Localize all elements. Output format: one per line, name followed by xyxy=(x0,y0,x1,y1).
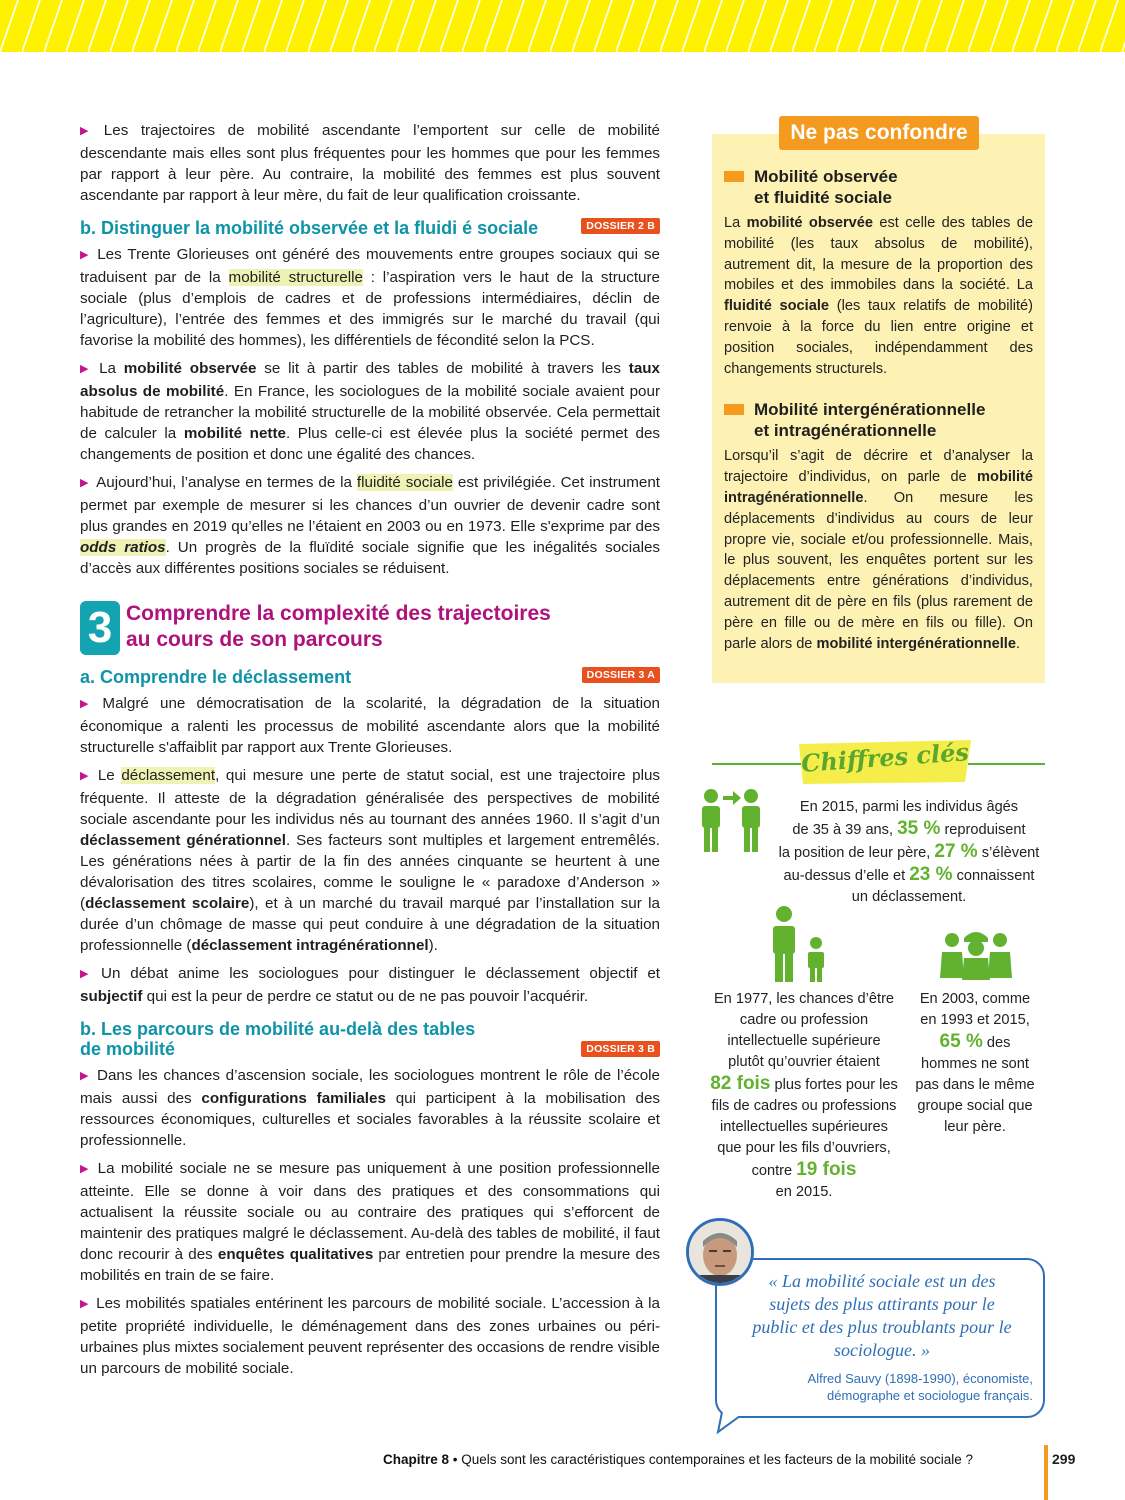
page-footer: Chapitre 8 • Quels sont les caractéristiques contemporaines et les facteurs de la mobilité sociale ? xyxy=(383,1452,974,1467)
bullet-icon: ▶ xyxy=(80,477,90,489)
bullet-icon: ▶ xyxy=(80,968,95,980)
definition-text-2: Lorsqu’il s’agit de décrire et d’analyser la trajectoire d’individus, on parle de mobilité intragénérationnelle. On mesure les déplacements d’individus au cours de leur propre vie, sociale et/ou professionnelle. Mais, le plus souvent, les enquêtes portent sur les déplacements entre générations d’individus, autrement dit de père en fils (plus rarement de père en fille ou de mère en fils ou fille). On parle alors de mobilité intergénérationnelle. xyxy=(724,448,1033,652)
paragraph-mobilite-observee: ▶ La mobilité observée se lit à partir des tables de mobilité à travers les taux absolus de mobilité. En France, les sociologues de la mobilité sociale avaient pour habitude de retrancher la mobilité structurelle de la mobilité observée. Cela permettait de calculer la mobilité nette. Plus celle-ci est élevée plus la société permet des changements de position et donc une égalité des chances. xyxy=(80,360,661,463)
box-title: Ne pas confondre xyxy=(779,116,979,150)
dossier-tag[interactable]: DOSSIER 2 B xyxy=(581,218,660,234)
key-value: 65 % xyxy=(939,1031,983,1052)
key-value: 82 fois xyxy=(710,1073,771,1094)
quote-author: Alfred Sauvy (1898-1990), économiste, démographe et sociologue français. xyxy=(807,1371,1033,1403)
father-son-icon xyxy=(764,905,834,983)
key-value: 19 fois xyxy=(796,1159,857,1180)
key-figure-3: En 2003, comme en 1993 et 2015, 65 % des hommes ne sont pas dans le même groupe social que leur père. xyxy=(915,991,1035,1135)
key-value: 35 % xyxy=(897,818,941,839)
square-marker-icon xyxy=(724,171,744,182)
subsection-heading-b xyxy=(80,218,660,238)
key-value: 27 % xyxy=(934,841,978,862)
keyword-highlight: mobilité structurelle xyxy=(228,269,363,286)
key-figure-2: En 1977, les chances d’être cadre ou profession intellectuelle supérieure plutôt qu’ouvrier étaient 82 fois plus fortes pour les fils de cadres ou professions intellectuelles supérieures que pour les fils d’ouvriers, contre 19 fois en 2015. xyxy=(710,991,898,1200)
section-3-heading xyxy=(80,601,660,655)
bullet-icon: ▶ xyxy=(80,698,96,710)
banner-line-left xyxy=(712,763,802,765)
definition-heading-2: Mobilité intergénérationnelle et intragénérationnelle xyxy=(724,399,1033,441)
paragraph-declassement: ▶ Le déclassement, qui mesure une perte de statut social, est une trajectoire plus fréquente. Il atteste de la dégradation généralisée des perspectives de mobilité sociale ascendante pour les individus nés au tournant des années 1960. Il s’agit d’un déclassement générationnel. Ses facteurs sont multiples et largement entremêlés. Les générations nées à partir de la fin des années cinquante se heurtent à une dévalorisation des titres scolaires, comme le souligne le « paradoxe d’Anderson » (déclassement scolaire), et à un marché du travail marqué par l’installation sur la durée d’un chômage de masse qui peut conduire à une dégradation de la situation professionnelle (déclassement intragénérationnel). xyxy=(80,767,660,954)
bullet-icon: ▶ xyxy=(80,1070,90,1082)
subsection-title: b. Distinguer la mobilité observée et la fluidi é sociale xyxy=(80,218,539,238)
keyword-highlight: déclassement xyxy=(121,767,216,784)
definitions-box xyxy=(712,121,1045,683)
key-value: 23 % xyxy=(909,864,953,885)
bullet-icon: ▶ xyxy=(80,1298,90,1310)
paragraph-mobilites-spatiales: ▶ Les mobilités spatiales entérinent les parcours de mobilité sociale. L’accession à la petite propriété individuelle, le déménagement dans des zones urbaines ou péri-urbaines plus mixtes socialement peuvent représenter des occasions de rendre visible un parcours de mobilité sociale. xyxy=(80,1295,660,1377)
bullet-icon: ▶ xyxy=(80,770,91,782)
definition-text-1: La mobilité observée est celle des tables de mobilité (les taux absolus de mobilité), autrement dit, la mesure de la proportion des mobiles et des immobiles dans la société. La fluidité sociale (les taux relatifs de mobilité) renvoie à la force du lien entre origine et position sociales, indépendamment des changements structurels. xyxy=(724,215,1033,377)
paragraph-debat: ▶ Un débat anime les sociologues pour distinguer le déclassement objectif et subjectif qui est la peur de perdre ce statut ou de ne pas pouvoir l’acquérir. xyxy=(80,965,660,1005)
paragraph-democratisation: ▶ Malgré une démocratisation de la scolarité, la dégradation de la situation économique a ralenti les processus de mobilité ascendante alors que la mobilité structurelle s'affaiblit par rapport aux Trente Glorieuses. xyxy=(80,695,660,756)
paragraph-pratiques: ▶ La mobilité sociale ne se mesure pas uniquement à une position professionnelle atteinte. Elle se donne à voir dans des pratiques et des consommations qui actualisent la réussite sociale ou au contraire des pratiques qui s’efforcent de maintenir des pratiques malgré le déclassement. Au-delà des tables de mobilité, il faut donc recourir à des enquêtes qualitatives par entretien pour prendre la mesure des mobilités en train de se faire. xyxy=(80,1160,660,1284)
bullet-icon: ▶ xyxy=(80,125,97,137)
keyword-highlight: odds ratios xyxy=(80,539,166,556)
keyword-highlight: fluidité sociale xyxy=(356,474,453,491)
people-arrow-icon xyxy=(695,788,773,854)
paragraph-ascension: ▶ Dans les chances d’ascension sociale, les sociologues montrent le rôle de l’école mais aussi des configurations familiales qui participent à la mobilisation des ressources économiques, culturelles et sociales favorables à la réussite scolaire et professionnelle. xyxy=(80,1067,660,1149)
square-marker-icon xyxy=(724,404,744,415)
top-decorative-band xyxy=(0,0,1125,52)
section-number: 3 xyxy=(80,601,120,655)
key-figure-1: En 2015, parmi les individus âgés de 35 à 39 ans, 35 % reproduisent la position de leur père, 27 % s’élèvent au-dessus d’elle et 23 % connaissent un déclassement. xyxy=(778,799,1040,905)
section-title: Comprendre la complexité des trajectoires au cours de son parcours xyxy=(126,602,551,651)
quote-box xyxy=(715,1258,1045,1418)
paragraph-trente-glorieuses: ▶ Les Trente Glorieuses ont généré des mouvements entre groupes sociaux qui se traduisent par de la mobilité structurelle : l’aspiration vers le haut de la structure sociale (plus d’emplois de cadres et de professions intermédiaires, déclin de l’agriculture), l’entrée des femmes et des immigrés sur le marché du travail (qui favorise la mobilité des hommes), les différentiels de fécondité selon la PCS. xyxy=(80,246,660,349)
page-number-bar xyxy=(1044,1445,1048,1500)
hatch-pattern xyxy=(0,0,1125,52)
subsection-title: b. Les parcours de mobilité au-delà des tables de mobilité xyxy=(80,1019,476,1059)
subsection-heading-3a xyxy=(80,667,660,687)
speech-tail-icon xyxy=(712,1412,752,1436)
bullet-icon: ▶ xyxy=(80,249,91,261)
paragraph-fluidite: ▶ Aujourd’hui, l’analyse en termes de la fluidité sociale est privilégiée. Cet instrument permet par exemple de mesurer si les chances d’un ouvrier de devenir cadre sont plus grandes en 2019 qu’elles ne l’étaient en 2003 ou en 1973. Elle s'exprime par des odds ratios. Un progrès de la fluïdité sociale signifie que les inégalités sociales d’accès aux différentes positions sociales se réduisent. xyxy=(80,474,661,577)
key-figures-banner xyxy=(795,738,975,786)
paragraph-intro: ▶ Les trajectoires de mobilité ascendante l’emportent sur celle de mobilité descendante mais elles sont plus fréquentes pour les hommes que pour les femmes par rapport à leur père. Au contraire, la mobilité des femmes est plus souvent ascendante par rapport à leur mère, du fait de leur qualification croissante. xyxy=(80,122,660,204)
bullet-icon: ▶ xyxy=(80,1163,91,1175)
workers-group-icon xyxy=(938,926,1014,980)
definition-heading-1: Mobilité observée et fluidité sociale xyxy=(724,166,1033,208)
page-number: 299 xyxy=(1052,1451,1076,1467)
bullet-icon: ▶ xyxy=(80,363,93,375)
subsection-title: a. Comprendre le déclassement xyxy=(80,667,352,687)
portrait-illustration xyxy=(689,1221,751,1283)
dossier-tag[interactable]: DOSSIER 3 B xyxy=(581,1041,660,1057)
main-column xyxy=(80,120,660,1386)
author-portrait xyxy=(686,1218,754,1286)
quote-text: « La mobilité sociale est un des sujets des plus attirants pour le public et des plus troublants pour le sociologue. » xyxy=(752,1271,1012,1360)
banner-line-right xyxy=(968,763,1045,765)
key-figures-title: Chiffres clés xyxy=(800,737,970,778)
subsection-heading-3b xyxy=(80,1019,660,1059)
dossier-tag[interactable]: DOSSIER 3 A xyxy=(582,667,660,683)
